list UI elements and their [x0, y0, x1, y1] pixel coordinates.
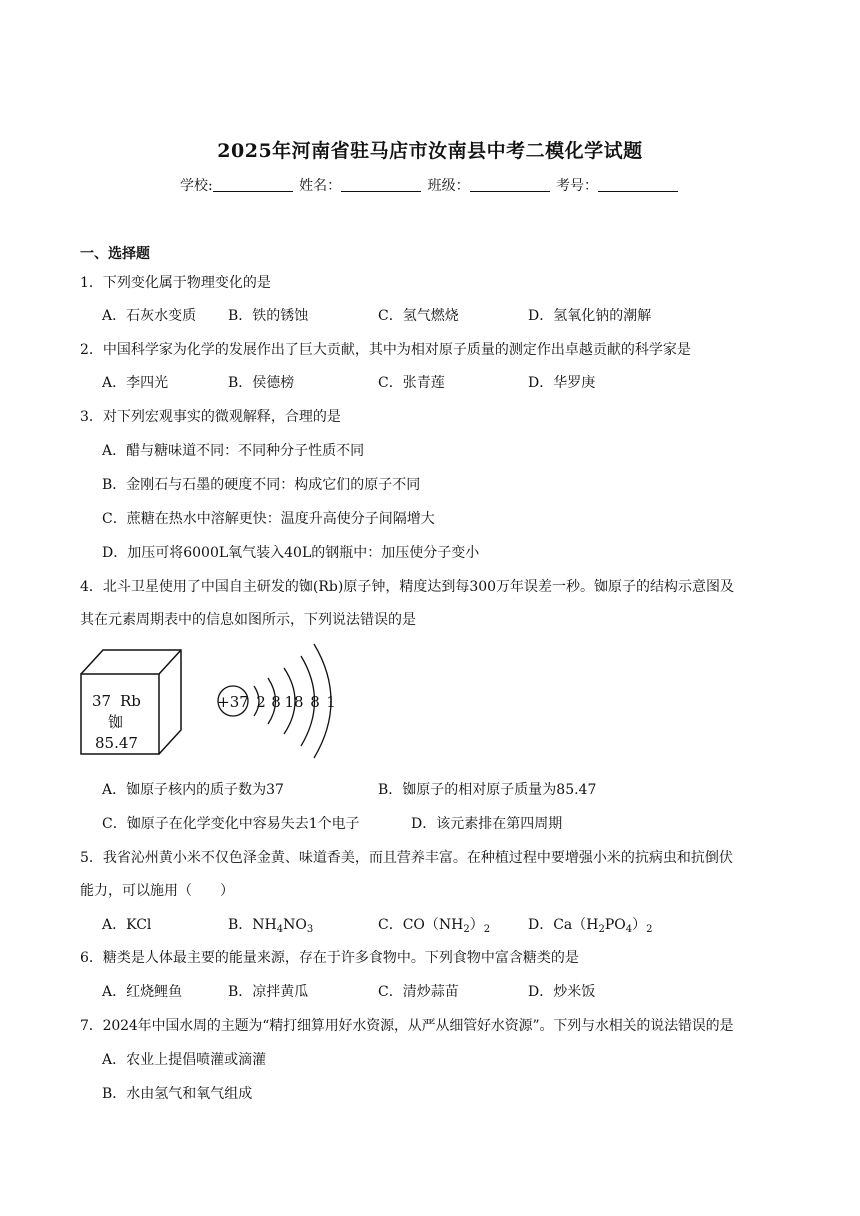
question-5-stem-line-1: 5．我省沁州黄小米不仅色泽金黄、味道香美，而且营养丰富。在种植过程中要增强小米的抗病虫和抗倒伏: [80, 850, 733, 866]
nucleus-charge: +37: [217, 693, 249, 711]
q6-option-c[interactable]: C．清炒蒜苗: [378, 984, 459, 1000]
q2-option-d[interactable]: D．华罗庚: [528, 375, 596, 391]
shell-3-count: 18: [284, 693, 304, 711]
q2-option-b[interactable]: B．侯德榜: [228, 375, 295, 391]
exam-no-label: 考号：: [556, 178, 599, 194]
q5-b-text-2: NO: [283, 917, 307, 933]
q5-d-sub-2: 4: [625, 924, 633, 935]
q5-option-b[interactable]: [228, 914, 313, 934]
question-4-stem-line-1: 4．北斗卫星使用了中国自主研发的铷(Rb)原子钟，精度达到每300万年误差一秒。铷原子的结构示意图及: [80, 579, 735, 595]
q7-option-b[interactable]: B．水由氢气和氧气组成: [102, 1086, 253, 1102]
q5-d-text-3: ）: [632, 917, 647, 933]
q2-option-a[interactable]: A．李四光: [102, 375, 169, 391]
q5-d-sub-1: 2: [598, 924, 605, 935]
atomic-number: 37: [92, 692, 112, 710]
q7-option-a[interactable]: A．农业上提倡喷灌或滴灌: [102, 1052, 267, 1068]
q5-d-text-2: PO: [604, 917, 626, 933]
q6-option-b[interactable]: B．凉拌黄瓜: [228, 984, 309, 1000]
q1-option-c[interactable]: C．氢气燃烧: [378, 308, 459, 324]
shell-4-count: 8: [310, 693, 320, 711]
q2-option-c[interactable]: C．张青莲: [378, 375, 445, 391]
atomic-mass: 85.47: [95, 734, 138, 752]
q1-option-d[interactable]: D．氢氧化钠的潮解: [528, 308, 652, 324]
element-symbol: Rb: [120, 692, 141, 710]
q4-option-b[interactable]: B．铷原子的相对原子质量为85.47: [378, 782, 597, 798]
school-blank[interactable]: [213, 177, 293, 192]
question-7-stem: 7．2024年中国水周的主题为“精打细算用好水资源，从严从细管好水资源”。下列与水相关的说法错误的是: [80, 1018, 734, 1034]
q5-option-c[interactable]: [378, 914, 490, 934]
question-1-stem: 1．下列变化属于物理变化的是: [80, 275, 271, 291]
q6-option-a[interactable]: A．红烧鲤鱼: [102, 984, 183, 1000]
q5-option-d[interactable]: [528, 914, 653, 934]
q6-option-d[interactable]: D．炒米饭: [528, 984, 596, 1000]
section-heading: 一、选择题: [80, 246, 150, 262]
q3-option-d[interactable]: D．加压可将6000L氧气装入40L的钢瓶中：加压使分子变小: [102, 545, 480, 561]
question-3-stem: 3．对下列宏观事实的微观解释，合理的是: [80, 409, 341, 425]
q5-b-sub-1: 4: [276, 924, 284, 935]
q5-b-sub-2: 3: [306, 924, 314, 935]
q4-option-d[interactable]: D．该元素排在第四周期: [411, 816, 563, 832]
question-4-stem-line-2: 其在元素周期表中的信息如图所示，下列说法错误的是: [80, 612, 416, 628]
question-6-stem: 6．糖类是人体最主要的能量来源，存在于许多食物中。下列食物中富含糖类的是: [80, 950, 579, 966]
q1-option-a[interactable]: A．石灰水变质: [102, 308, 197, 324]
q5-d-text-1: D．Ca（H: [528, 917, 599, 933]
q5-option-a[interactable]: A．KCl: [102, 917, 152, 933]
shell-1-count: 2: [256, 693, 266, 711]
q3-option-a[interactable]: A．醋与糖味道不同：不同种分子性质不同: [102, 443, 365, 459]
q4-option-c[interactable]: C．铷原子在化学变化中容易失去1个电子: [102, 816, 360, 832]
class-label: 班级：: [427, 178, 470, 194]
q5-d-sub-3: 2: [646, 924, 653, 935]
question-5-stem-line-2: 能力，可以施用（ ）: [80, 883, 234, 899]
q4-option-a[interactable]: A．铷原子核内的质子数为37: [102, 782, 284, 798]
school-label: 学校:: [179, 178, 213, 194]
exam-no-blank[interactable]: [598, 177, 678, 192]
page-title: 2025年河南省驻马店市汝南县中考二模化学试题: [217, 140, 643, 162]
name-blank[interactable]: [341, 177, 421, 192]
student-info-line: [0, 175, 860, 195]
question-2-stem: 2．中国科学家为化学的发展作出了巨大贡献，其中为相对原子质量的测定作出卓越贡献的科学家是: [80, 342, 691, 358]
rubidium-figure: [78, 640, 348, 760]
q5-c-text-1: C．CO（NH: [378, 917, 464, 933]
q1-option-b[interactable]: B．铁的锈蚀: [228, 308, 309, 324]
q5-c-sub-2: 2: [483, 924, 491, 935]
q5-b-text-1: B．NH: [228, 917, 277, 933]
class-blank[interactable]: [470, 177, 550, 192]
element-name: 铷: [108, 713, 124, 731]
q3-option-b[interactable]: B．金刚石与石墨的硬度不同：构成它们的原子不同: [102, 477, 421, 493]
q5-c-text-2: ）: [469, 917, 484, 933]
shell-2-count: 8: [271, 693, 281, 711]
shell-5-count: 1: [326, 693, 336, 711]
q3-option-c[interactable]: C．蔗糖在热水中溶解更快：温度升高使分子间隔增大: [102, 511, 435, 527]
q5-c-sub-1: 2: [463, 924, 470, 935]
name-label: 姓名：: [299, 178, 342, 194]
